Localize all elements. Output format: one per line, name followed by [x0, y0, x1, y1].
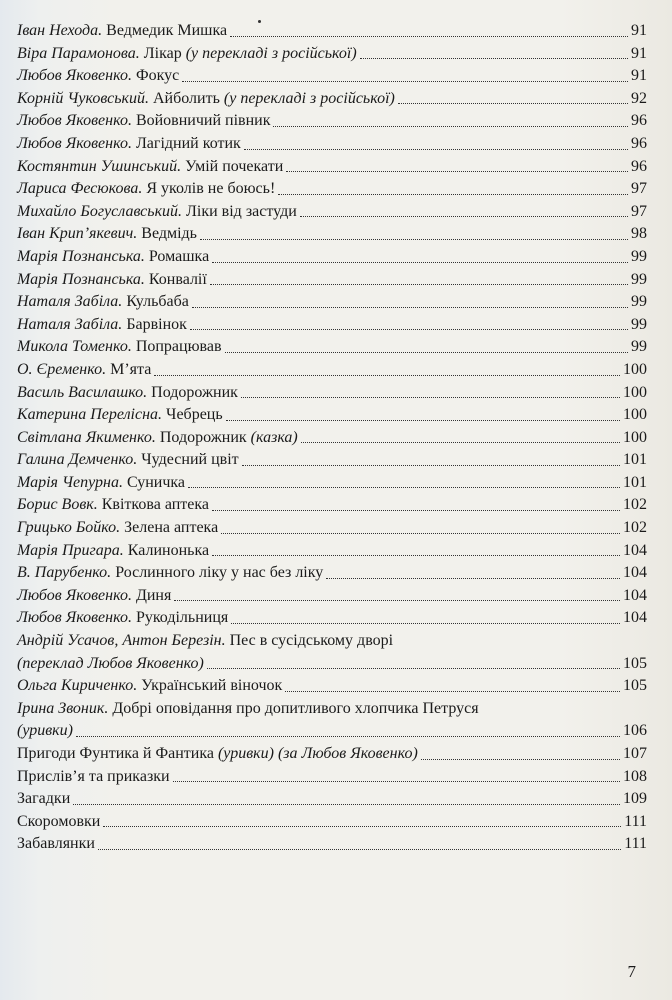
- entry-author: Михайло Богуславський.: [17, 202, 183, 220]
- toc-entry: [17, 743, 647, 766]
- entry-title: Добрі оповідання про допитливого хлопчика Петруся: [108, 699, 479, 717]
- entry-note: (у перекладі з російської): [185, 44, 357, 62]
- toc-entry: [17, 585, 647, 608]
- leader-dots: [207, 668, 620, 669]
- entry-author: О. Єременко.: [17, 360, 107, 378]
- table-of-contents: [17, 20, 647, 856]
- entry-title: М’ята: [106, 360, 152, 378]
- leader-dots: [73, 804, 620, 805]
- toc-entry: [17, 449, 647, 472]
- entry-note: (казка): [250, 428, 298, 446]
- toc-entry: [17, 427, 647, 450]
- entry-page: 91: [631, 22, 647, 39]
- entry-author: Любов Яковенко.: [17, 67, 132, 85]
- entry-title: Умій почекати: [181, 157, 284, 175]
- entry-author: Василь Василашко.: [17, 383, 148, 401]
- entry-author: Катерина Перелісна.: [17, 406, 163, 424]
- leader-dots: [278, 194, 628, 195]
- entry-page: 99: [631, 338, 647, 356]
- toc-entry: [17, 811, 647, 834]
- leader-dots: [154, 375, 620, 376]
- entry-page: 99: [631, 315, 647, 333]
- toc-entry: [17, 178, 647, 201]
- entry-title: Ліки від застуди: [182, 202, 297, 220]
- leader-dots: [174, 600, 620, 601]
- entry-author: Світлана Якименко.: [17, 428, 156, 446]
- entry-author: Костянтин Ушинський.: [17, 157, 182, 175]
- toc-entry: [17, 359, 647, 382]
- entry-page: 91: [631, 44, 647, 62]
- entry-title: Український віночок: [137, 677, 283, 695]
- entry-page: 91: [631, 67, 647, 85]
- entry-page: 100: [623, 406, 647, 424]
- leader-dots: [398, 103, 628, 104]
- entry-page: 92: [631, 89, 647, 107]
- leader-dots: [231, 623, 620, 624]
- toc-entry: [17, 382, 647, 405]
- leader-dots: [360, 58, 628, 59]
- toc-entry: [17, 833, 647, 856]
- toc-entry: [17, 517, 647, 540]
- entry-page: 104: [623, 609, 647, 627]
- toc-entry-multiline: [17, 698, 647, 743]
- entry-page: 101: [623, 451, 647, 469]
- leader-dots: [326, 578, 620, 579]
- toc-entry-multiline: [17, 630, 647, 675]
- entry-page: 106: [623, 722, 647, 740]
- entry-title: Загадки: [17, 790, 71, 808]
- leader-dots: [98, 849, 621, 850]
- entry-author: Галина Демченко.: [17, 451, 138, 469]
- toc-entry: [17, 494, 647, 517]
- entry-page: 105: [623, 654, 647, 672]
- entry-page: 107: [623, 745, 647, 762]
- entry-title: Пригоди Фунтика й Фантика: [17, 745, 218, 762]
- leader-dots: [192, 307, 628, 308]
- page-number: 7: [627, 962, 636, 981]
- leader-dots: [212, 510, 620, 511]
- leader-dots: [286, 171, 628, 172]
- entry-author: Любов Яковенко.: [17, 112, 132, 130]
- entry-title: Кульбаба: [122, 293, 189, 311]
- entry-page: 96: [631, 157, 647, 175]
- toc-entry: [17, 88, 647, 111]
- entry-title: Рослинного ліку у нас без ліку: [111, 564, 324, 582]
- leader-dots: [241, 397, 620, 398]
- entry-title: Барвінок: [122, 315, 187, 333]
- entry-note: (уривки): [17, 722, 73, 740]
- toc-entry: [17, 246, 647, 269]
- toc-entry: [17, 336, 647, 359]
- entry-page: 104: [623, 586, 647, 604]
- leader-dots: [242, 465, 620, 466]
- leader-dots: [300, 216, 628, 217]
- entry-page: 111: [624, 812, 647, 830]
- entry-title: Диня: [131, 586, 172, 604]
- entry-author: Наталя Забіла.: [17, 315, 123, 333]
- entry-author: Любов Яковенко.: [17, 609, 132, 627]
- entry-author: Марія Чепурна.: [17, 473, 123, 491]
- entry-author: Корній Чуковський.: [17, 89, 149, 107]
- entry-page: 99: [631, 270, 647, 288]
- toc-entry: [17, 675, 647, 698]
- entry-page: 96: [631, 112, 647, 130]
- entry-title: Чудесний цвіт: [137, 451, 239, 469]
- leader-dots: [244, 149, 628, 150]
- entry-title: Лікар: [139, 44, 186, 62]
- entry-page: 109: [623, 790, 647, 808]
- toc-entry: [17, 788, 647, 811]
- entry-title: Я уколів не боюсь!: [142, 180, 276, 198]
- entry-page: 105: [623, 677, 647, 695]
- entry-page: 96: [631, 134, 647, 152]
- leader-dots: [103, 826, 621, 827]
- leader-dots: [210, 284, 628, 285]
- leader-dots: [188, 487, 620, 488]
- entry-title: Калинонька: [123, 541, 210, 559]
- entry-title: Фокус: [131, 67, 180, 85]
- entry-page: 102: [623, 519, 647, 537]
- leader-dots: [221, 533, 620, 534]
- leader-dots: [76, 736, 620, 737]
- entry-page: 101: [623, 473, 647, 491]
- toc-entry: [17, 766, 647, 789]
- toc-entry: [17, 43, 647, 66]
- entry-author: Грицько Бойко.: [17, 519, 121, 537]
- entry-author: Ірина Звоник.: [17, 699, 109, 717]
- entry-title: Зелена аптека: [120, 519, 219, 537]
- entry-author: Андрій Усачов, Антон Березін.: [17, 632, 226, 650]
- entry-page: 99: [631, 247, 647, 265]
- leader-dots: [173, 781, 620, 782]
- entry-author: Марія Познанська.: [17, 247, 145, 265]
- entry-page: 104: [623, 564, 647, 582]
- entry-title: Скоромовки: [17, 812, 101, 830]
- entry-note: (уривки) (за Любов Яковенко): [217, 745, 418, 762]
- entry-title: Айболить: [149, 89, 224, 107]
- entry-title: Ведмідь: [137, 225, 197, 243]
- entry-title: Чебрець: [162, 406, 223, 424]
- entry-title: Квіткова аптека: [97, 496, 209, 514]
- toc-entry: [17, 201, 647, 224]
- leader-dots: [301, 442, 620, 443]
- toc-entry: [17, 404, 647, 427]
- entry-title: Суничка: [122, 473, 186, 491]
- entry-page: 102: [623, 496, 647, 514]
- entry-author: Лариса Фесюкова.: [17, 180, 143, 198]
- leader-dots: [182, 81, 628, 82]
- leader-dots: [225, 352, 628, 353]
- entry-note: (переклад Любов Яковенко): [17, 654, 204, 672]
- entry-note: (у перекладі з російської): [223, 89, 395, 107]
- toc-entry: [17, 472, 647, 495]
- leader-dots: [212, 555, 620, 556]
- entry-title: Ведмедик Мишка: [102, 22, 228, 39]
- leader-dots: [212, 262, 628, 263]
- leader-dots: [200, 239, 628, 240]
- entry-page: 97: [631, 180, 647, 198]
- toc-entry: [17, 607, 647, 630]
- entry-author: Марія Познанська.: [17, 270, 145, 288]
- entry-title: Ромашка: [144, 247, 210, 265]
- toc-entry: [17, 156, 647, 179]
- entry-page: 98: [631, 225, 647, 243]
- toc-entry: [17, 540, 647, 563]
- entry-author: Борис Вовк.: [17, 496, 98, 514]
- entry-page: 100: [623, 360, 647, 378]
- entry-author: В. Парубенко.: [17, 564, 112, 582]
- toc-entry: [17, 223, 647, 246]
- toc-entry: [17, 20, 647, 43]
- entry-page: 108: [623, 767, 647, 785]
- entry-author: Ольга Кириченко.: [17, 677, 138, 695]
- entry-title: Прислів’я та приказки: [17, 767, 170, 785]
- entry-title: Попрацював: [131, 338, 222, 356]
- toc-entry: [17, 291, 647, 314]
- entry-author: Іван Крип’якевич.: [17, 225, 138, 243]
- leader-dots: [273, 126, 628, 127]
- entry-author: Любов Яковенко.: [17, 586, 132, 604]
- entry-author: Іван Нехода.: [17, 22, 103, 39]
- toc-entry: [17, 133, 647, 156]
- leader-dots: [226, 420, 620, 421]
- entry-title: Войовничий півник: [131, 112, 271, 130]
- toc-entry: [17, 110, 647, 133]
- entry-title: Забавлянки: [17, 835, 95, 853]
- leader-dots: [285, 691, 620, 692]
- leader-dots: [421, 759, 620, 760]
- toc-entry: [17, 562, 647, 585]
- entry-title: Подорожник: [155, 428, 251, 446]
- entry-author: Любов Яковенко.: [17, 134, 132, 152]
- entry-author: Микола Томенко.: [17, 338, 132, 356]
- entry-author: Віра Парамонова.: [17, 44, 140, 62]
- entry-page: 111: [624, 835, 647, 853]
- entry-title: Конвалії: [144, 270, 207, 288]
- leader-dots: [230, 36, 628, 37]
- leader-dots: [190, 329, 628, 330]
- toc-entry: [17, 65, 647, 88]
- entry-title: Рукодільниця: [131, 609, 229, 627]
- entry-title: Лагідний котик: [131, 134, 241, 152]
- entry-page: 100: [623, 383, 647, 401]
- toc-entry: [17, 269, 647, 292]
- entry-page: 100: [623, 428, 647, 446]
- entry-author: Марія Пригара.: [17, 541, 124, 559]
- entry-author: Наталя Забіла.: [17, 293, 123, 311]
- entry-title: Подорожник: [147, 383, 238, 401]
- entry-title: Пес в сусідському дворі: [225, 632, 394, 650]
- entry-page: 104: [623, 541, 647, 559]
- entry-page: 97: [631, 202, 647, 220]
- entry-page: 99: [631, 293, 647, 311]
- toc-entry: [17, 314, 647, 337]
